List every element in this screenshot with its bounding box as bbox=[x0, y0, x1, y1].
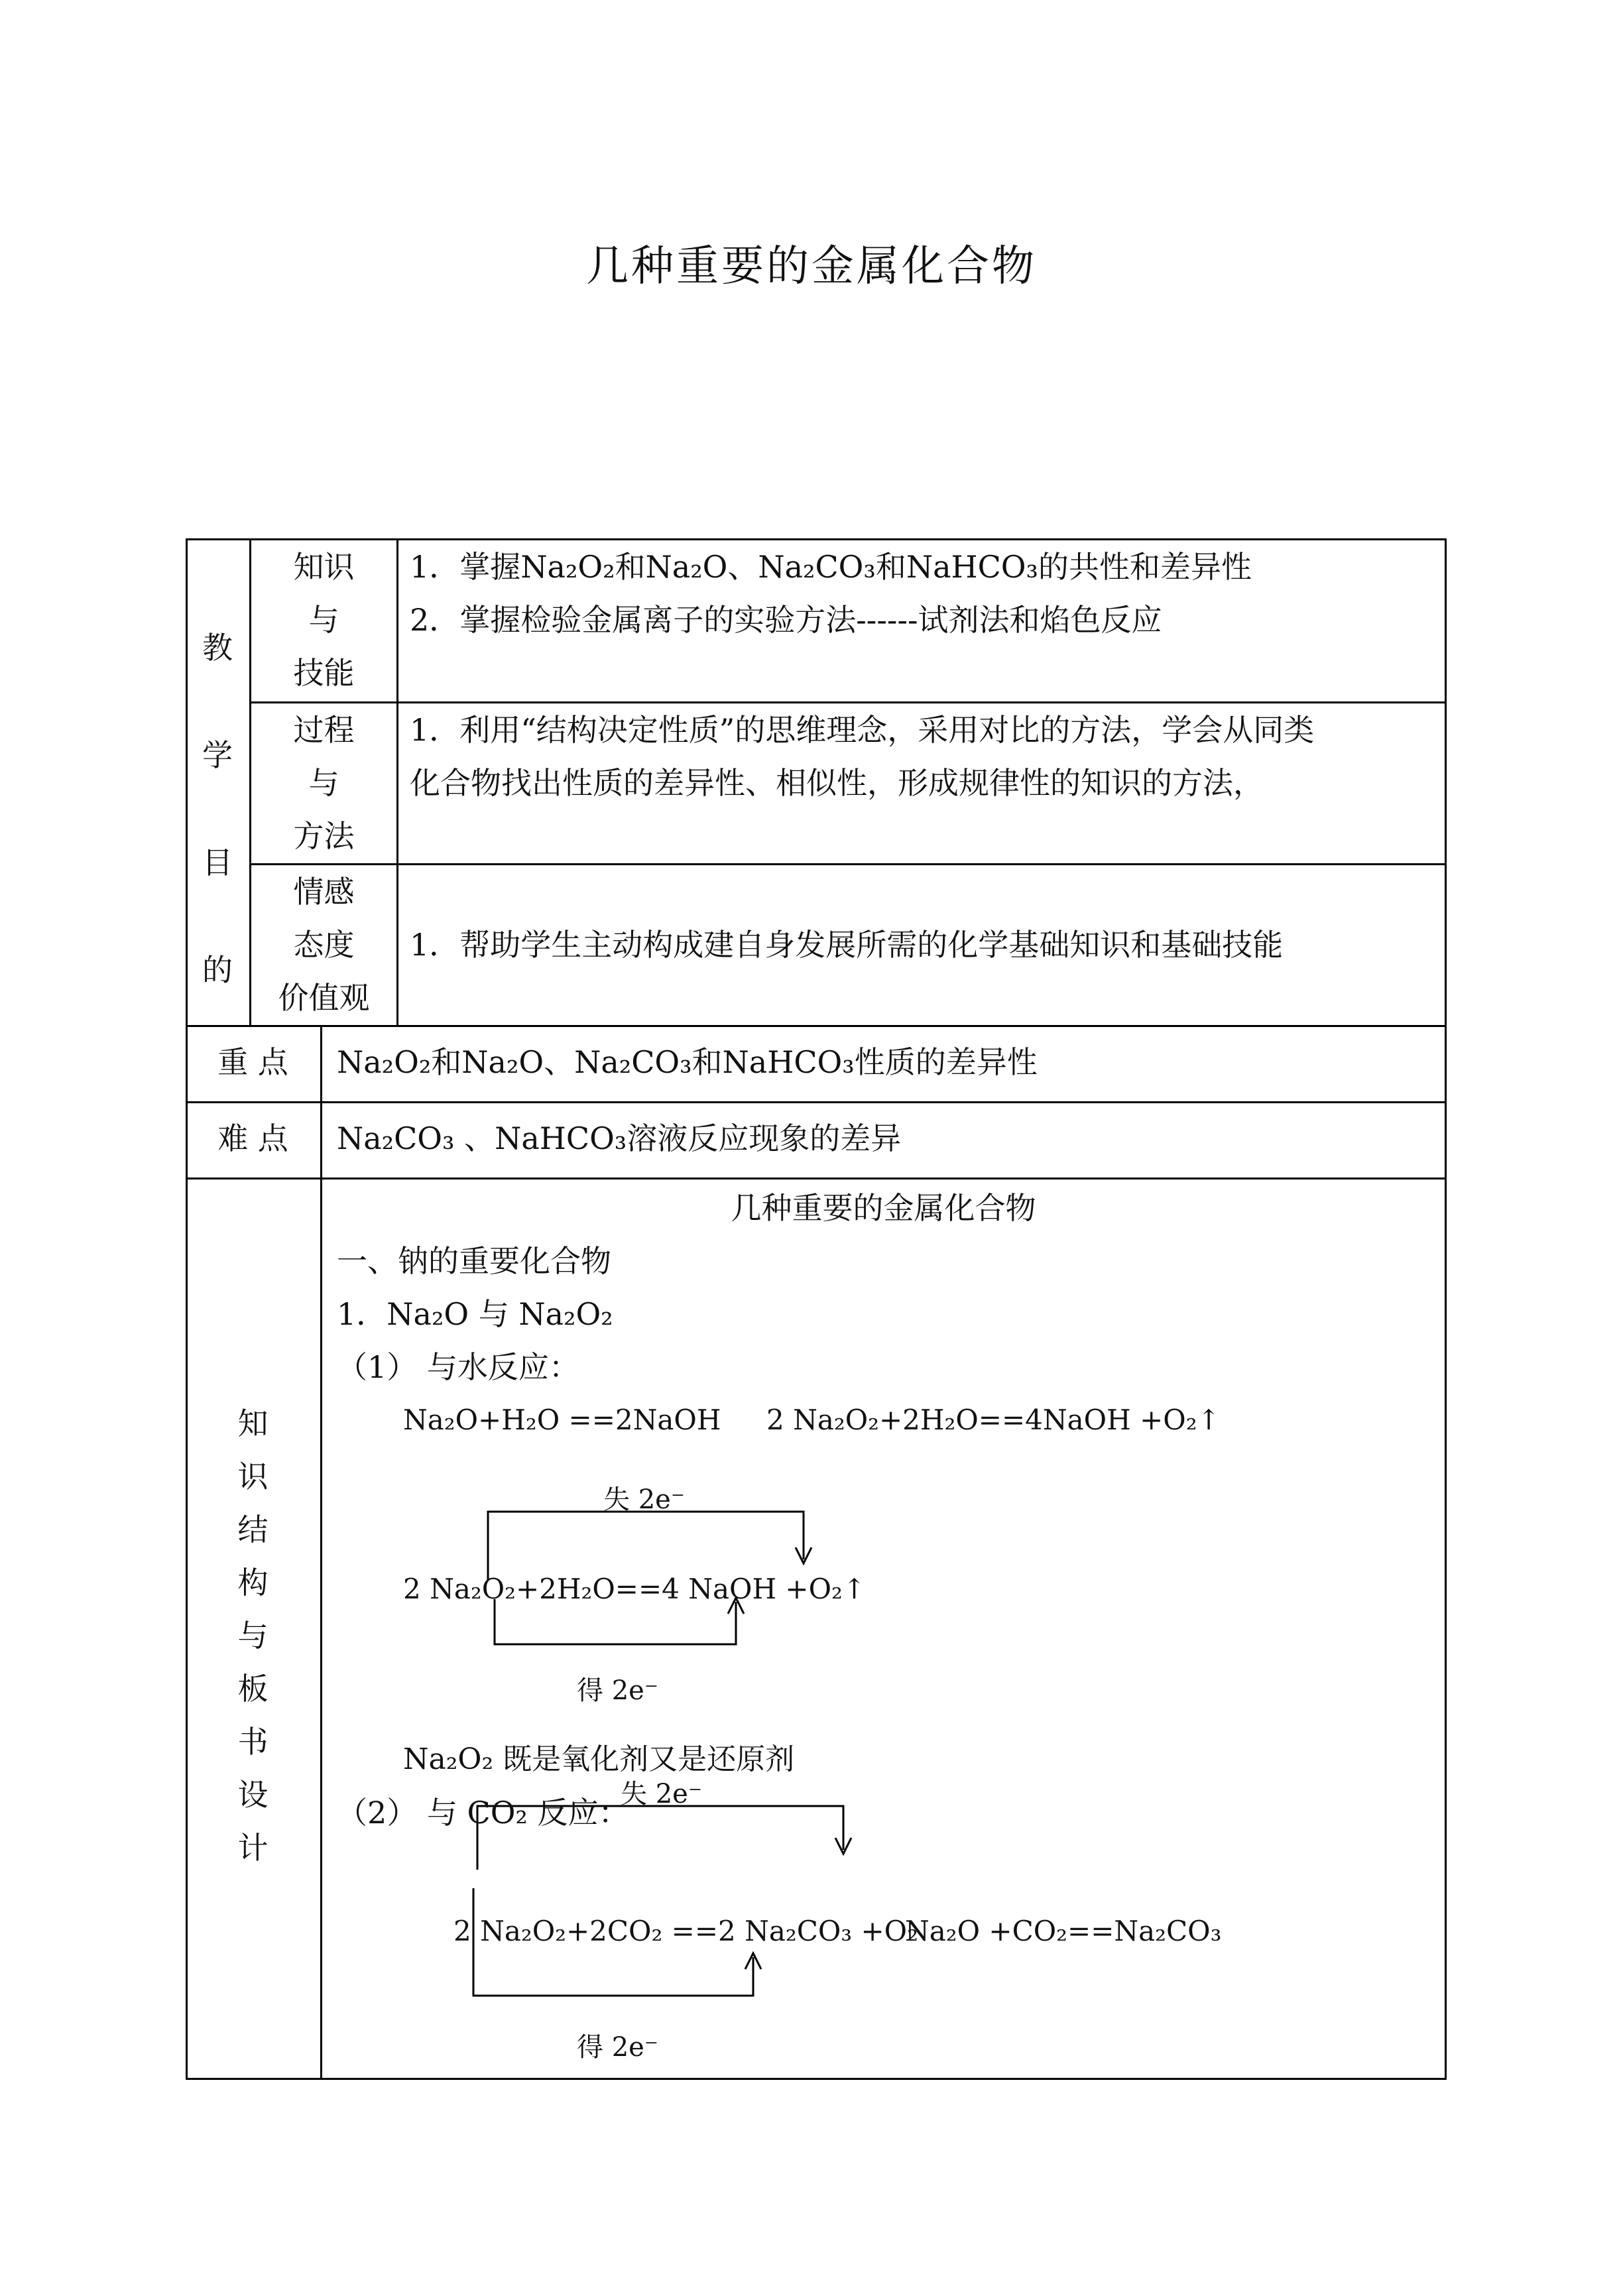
equation: 2 Na₂O₂+2CO₂ ==2 Na₂CO₃ +O₂ bbox=[453, 1915, 918, 1947]
key-point-label: 重 点 bbox=[217, 1044, 288, 1080]
page-title: 几种重要的金属化合物 bbox=[586, 242, 1037, 291]
sub-heading: （1） 与水反应： bbox=[337, 1349, 579, 1385]
equation: 2 Na₂O₂+2H₂O==4NaOH +O₂↑ bbox=[766, 1404, 1221, 1436]
equation: Na₂O+H₂O ==2NaOH bbox=[403, 1404, 721, 1436]
objective-text: 1．帮助学生主动构成建自身发展所需的化学基础知识和基础技能 bbox=[410, 927, 1284, 963]
key-point-text: Na₂O₂和Na₂O、Na₂CO₃和NaHCO₃性质的差异性 bbox=[337, 1044, 1038, 1080]
row-label-attitude: 情感 态度 价值观 bbox=[278, 874, 370, 1016]
objectives-side-label: 教 学 目 的 bbox=[202, 630, 233, 988]
row-label-process: 过程 与 方法 bbox=[293, 712, 355, 854]
lose-arrow-line bbox=[488, 1512, 804, 1581]
equation: Na₂O +CO₂==Na₂CO₃ bbox=[905, 1915, 1222, 1947]
objective-text: 1．掌握Na₂O₂和Na₂O、Na₂CO₃和NaHCO₃的共性和差异性 bbox=[410, 549, 1252, 585]
electron-gain-label: 得 2e⁻ bbox=[577, 1675, 658, 1706]
sub-heading: （2） 与 CO₂ 反应： bbox=[337, 1795, 629, 1831]
electron-gain-label: 得 2e⁻ bbox=[577, 2032, 658, 2063]
note-text: Na₂O₂ 既是氧化剂又是还原剂 bbox=[403, 1742, 795, 1776]
electron-transfer-arrows bbox=[186, 538, 1447, 2080]
row-label-knowledge: 知识 与 技能 bbox=[293, 549, 355, 691]
difficulty-text: Na₂CO₃ 、NaHCO₃溶液反应现象的差异 bbox=[337, 1120, 902, 1156]
objective-text: 1．利用“结构决定性质”的思维理念，采用对比的方法，学会从同类 bbox=[410, 712, 1315, 748]
electron-lose-label: 失 2e⁻ bbox=[621, 1779, 702, 1809]
objective-text: 2．掌握检验金属离子的实验方法------试剂法和焰色反应 bbox=[410, 602, 1162, 638]
gain-arrow-line bbox=[495, 1599, 736, 1644]
electron-lose-label: 失 2e⁻ bbox=[603, 1484, 685, 1515]
item-heading: 1．Na₂O 与 Na₂O₂ bbox=[337, 1296, 613, 1332]
board-side-label: 知 识 结 构 与 板 书 设 计 bbox=[237, 1406, 269, 1866]
section-heading: 一、钠的重要化合物 bbox=[337, 1243, 611, 1279]
difficulty-label: 难 点 bbox=[217, 1120, 288, 1156]
objective-text: 化合物找出性质的差异性、相似性，形成规律性的知识的方法， bbox=[410, 765, 1264, 801]
board-heading: 几种重要的金属化合物 bbox=[731, 1190, 1036, 1226]
lesson-plan-table bbox=[186, 538, 1447, 2080]
equation: 2 Na₂O₂+2H₂O==4 NaOH +O₂↑ bbox=[403, 1573, 867, 1605]
